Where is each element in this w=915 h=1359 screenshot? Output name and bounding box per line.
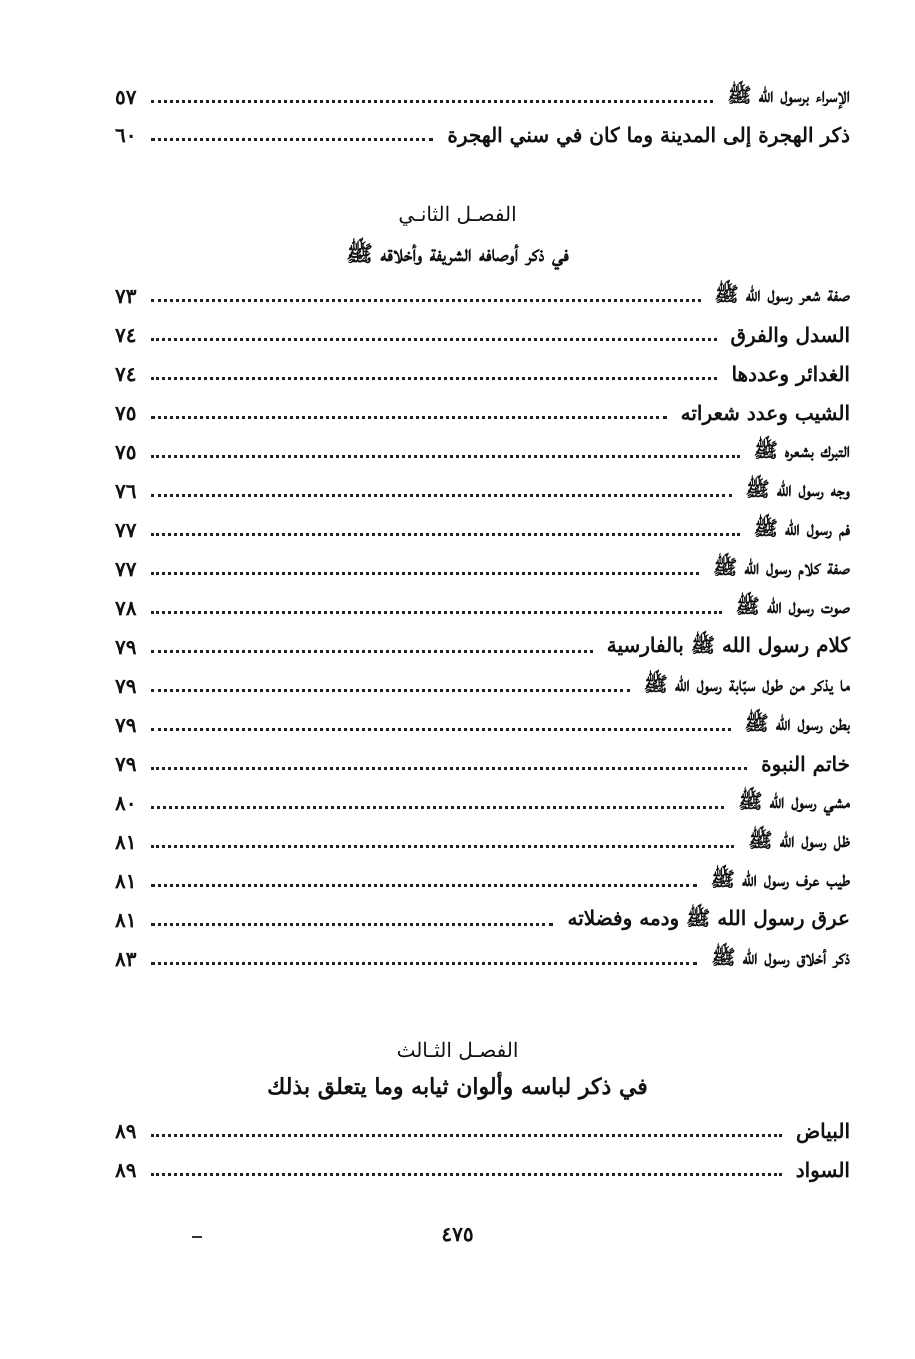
dot-leader <box>151 884 697 887</box>
toc-entry <box>115 472 850 510</box>
entry-page: ٦٠ <box>115 123 137 147</box>
dot-leader <box>151 923 553 926</box>
entry-title: الغدائر وعددها <box>731 362 850 386</box>
dot-leader <box>151 494 732 497</box>
page-number: ٤٧٥ <box>441 1222 474 1246</box>
toc-entry <box>115 1151 850 1189</box>
toc-entry <box>115 667 850 705</box>
dot-leader <box>151 377 717 380</box>
entry-page: ٧٤ <box>115 323 137 347</box>
dot-leader <box>151 338 717 341</box>
toc-entry <box>115 394 850 432</box>
entry-page: ٧٧ <box>115 518 137 542</box>
entry-title: ظل رسول الله ﷺ <box>748 827 850 852</box>
entry-title: كلام رسول الله ﷺ بالفارسية <box>606 632 850 657</box>
dot-leader <box>151 572 699 575</box>
dot-leader <box>151 533 740 536</box>
entry-title: عرق رسول الله ﷺ ودمه وفضلاته <box>567 905 850 930</box>
dot-leader <box>151 611 722 614</box>
entry-page: ٨٠ <box>115 791 137 815</box>
entry-title: خاتم النبوة <box>761 752 850 776</box>
entry-page: ٧٩ <box>115 635 137 659</box>
dot-leader <box>151 1134 782 1137</box>
toc-entry <box>115 78 850 116</box>
entry-page: ٨٣ <box>115 947 137 971</box>
toc-entry <box>115 823 850 861</box>
entry-page: ٧٤ <box>115 362 137 386</box>
toc-entry <box>115 628 850 666</box>
entry-page: ٧٦ <box>115 479 137 503</box>
dot-leader <box>151 299 701 302</box>
entry-page: ٨١ <box>115 869 137 893</box>
entry-title: بطن رسول الله ﷺ <box>744 710 850 735</box>
entry-page: ٧٩ <box>115 713 137 737</box>
entry-title: صوت رسول الله ﷺ <box>735 593 850 618</box>
dot-leader <box>151 138 433 141</box>
entry-page: ٧٩ <box>115 674 137 698</box>
toc-entry <box>115 784 850 822</box>
toc-entry <box>115 277 850 315</box>
dot-leader <box>151 767 747 770</box>
entry-title: وجه رسول الله ﷺ <box>745 476 850 501</box>
entry-page: ٨١ <box>115 908 137 932</box>
dot-leader <box>151 1173 782 1176</box>
entry-page: ٧٩ <box>115 752 137 776</box>
dot-leader <box>151 845 734 848</box>
dot-leader <box>151 728 731 731</box>
entry-page: ٥٧ <box>115 85 137 109</box>
entry-title: صفة شعر رسول الله ﷺ <box>714 281 850 306</box>
entry-page: ٨١ <box>115 830 137 854</box>
chapter-subtitle: في ذكر لباسه وألوان ثيابه وما يتعلق بذلك <box>267 1074 648 1100</box>
dot-leader <box>151 416 667 419</box>
dot-leader <box>151 455 740 458</box>
toc-entry <box>115 862 850 900</box>
dot-leader <box>151 689 630 692</box>
entry-page: ٧٨ <box>115 596 137 620</box>
entry-page: ٧٧ <box>115 557 137 581</box>
toc-entry <box>115 316 850 354</box>
entry-page: ٧٣ <box>115 284 137 308</box>
dot-leader <box>151 650 593 653</box>
entry-title: مشي رسول الله ﷺ <box>738 788 850 813</box>
toc-entry <box>115 940 850 978</box>
entry-title: ذكر الهجرة إلى المدينة وما كان في سني الهجرة <box>447 123 850 147</box>
entry-title: السدل والفرق <box>730 323 850 347</box>
entry-title: الإسراء برسول الله ﷺ <box>727 82 850 107</box>
entry-title: فم رسول الله ﷺ <box>753 515 850 540</box>
toc-entry <box>115 706 850 744</box>
toc-entry <box>115 116 850 154</box>
chapter-subtitle: في ذكر أوصافه الشريفة وأخلاقه ﷺ <box>346 241 569 267</box>
entry-page: ٧٥ <box>115 401 137 425</box>
entry-page: ٧٥ <box>115 440 137 464</box>
entry-page: ٨٩ <box>115 1158 137 1182</box>
dot-leader <box>151 100 713 103</box>
entry-title: البياض <box>796 1119 850 1143</box>
entry-title: طيب عرف رسول الله ﷺ <box>710 866 850 891</box>
toc-entry <box>115 589 850 627</box>
toc-entry <box>115 1112 850 1150</box>
entry-page: ٨٩ <box>115 1119 137 1143</box>
entry-title: ما يذكر من طول سبّابة رسول الله ﷺ <box>643 671 850 696</box>
entry-title: صفة كلام رسول الله ﷺ <box>713 554 850 579</box>
toc-entry <box>115 355 850 393</box>
entry-title: ذكر أخلاق رسول الله ﷺ <box>711 944 850 969</box>
entry-title: التبرك بشعره ﷺ <box>753 437 850 462</box>
dot-leader <box>151 962 697 965</box>
toc-entry <box>115 745 850 783</box>
chapter-heading: الفصـل الثانـي <box>398 202 517 226</box>
entry-title: الشيب وعدد شعراته <box>680 401 850 425</box>
toc-entry <box>115 550 850 588</box>
toc-entry <box>115 433 850 471</box>
entry-title: السواد <box>795 1158 850 1182</box>
chapter-heading: الفصـل الثـالث <box>396 1038 519 1062</box>
toc-entry <box>115 901 850 939</box>
toc-entry <box>115 511 850 549</box>
dot-leader <box>151 806 724 809</box>
